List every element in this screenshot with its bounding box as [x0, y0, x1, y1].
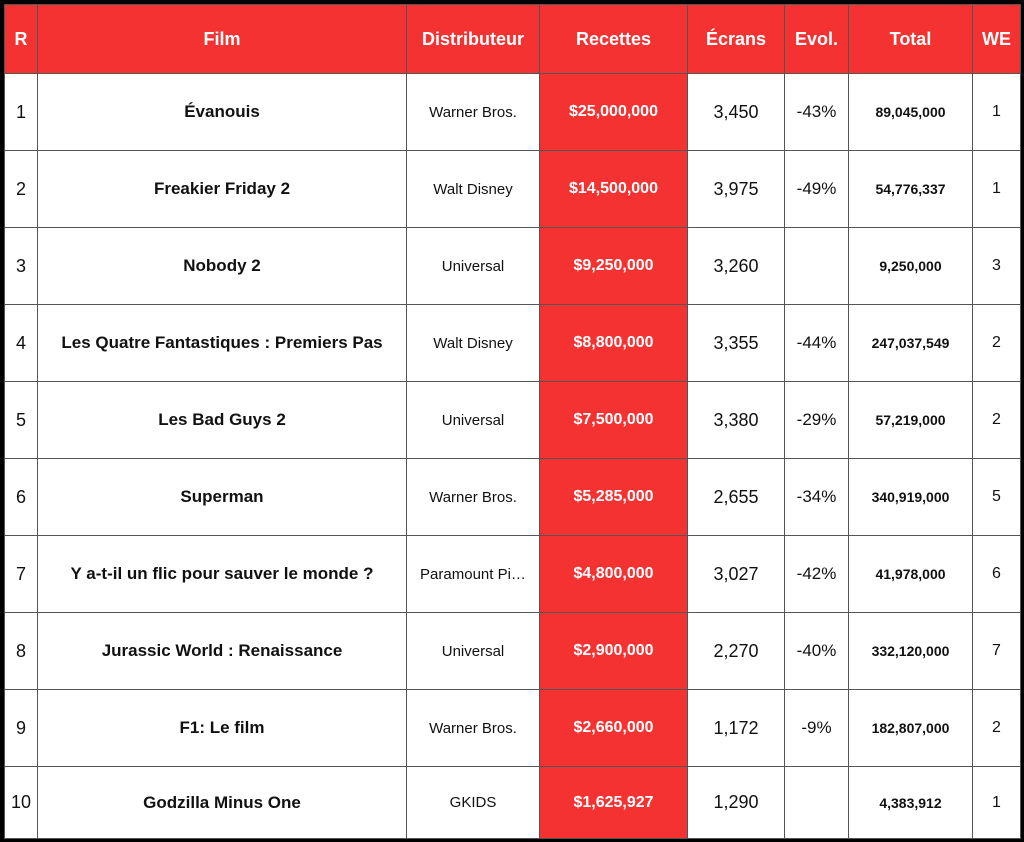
evolution-cell: -34% — [785, 459, 849, 536]
distributor-cell: Warner Bros. — [407, 74, 540, 151]
weekends-cell: 7 — [973, 613, 1021, 690]
table-row — [5, 305, 1021, 382]
screens-cell: 3,450 — [688, 74, 785, 151]
receipts-cell: $1,625,927 — [540, 767, 688, 839]
evolution-cell: -44% — [785, 305, 849, 382]
total-cell: 89,045,000 — [849, 74, 973, 151]
film-title-cell: Freakier Friday 2 — [38, 151, 407, 228]
weekends-cell: 1 — [973, 767, 1021, 839]
rank-cell: 4 — [5, 305, 38, 382]
evolution-cell: -43% — [785, 74, 849, 151]
rank-cell: 9 — [5, 690, 38, 767]
table-row — [5, 767, 1021, 839]
box-office-table — [4, 4, 1021, 839]
distributor-cell: Universal — [407, 228, 540, 305]
total-cell: 4,383,912 — [849, 767, 973, 839]
table-body — [5, 74, 1021, 839]
table-row — [5, 151, 1021, 228]
rank-cell: 7 — [5, 536, 38, 613]
receipts-cell: $9,250,000 — [540, 228, 688, 305]
screens-cell: 1,290 — [688, 767, 785, 839]
distributor-cell: Walt Disney — [407, 151, 540, 228]
header-row — [5, 5, 1021, 74]
film-title-cell: Les Quatre Fantastiques : Premiers Pas — [38, 305, 407, 382]
header-evol: Evol. — [785, 5, 849, 74]
rank-cell: 6 — [5, 459, 38, 536]
receipts-cell: $4,800,000 — [540, 536, 688, 613]
screens-cell: 3,260 — [688, 228, 785, 305]
table-row — [5, 74, 1021, 151]
film-title-cell: Les Bad Guys 2 — [38, 382, 407, 459]
weekends-cell: 1 — [973, 151, 1021, 228]
table-row — [5, 690, 1021, 767]
screens-cell: 2,270 — [688, 613, 785, 690]
rank-cell: 10 — [5, 767, 38, 839]
screens-cell: 3,027 — [688, 536, 785, 613]
evolution-cell: -9% — [785, 690, 849, 767]
weekends-cell: 5 — [973, 459, 1021, 536]
weekends-cell: 2 — [973, 690, 1021, 767]
total-cell: 247,037,549 — [849, 305, 973, 382]
film-title-cell: F1: Le film — [38, 690, 407, 767]
screens-cell: 1,172 — [688, 690, 785, 767]
distributor-cell: GKIDS — [407, 767, 540, 839]
receipts-cell: $7,500,000 — [540, 382, 688, 459]
film-title-cell: Jurassic World : Renaissance — [38, 613, 407, 690]
weekends-cell: 1 — [973, 74, 1021, 151]
total-cell: 9,250,000 — [849, 228, 973, 305]
evolution-cell: -42% — [785, 536, 849, 613]
receipts-cell: $25,000,000 — [540, 74, 688, 151]
weekends-cell: 6 — [973, 536, 1021, 613]
total-cell: 54,776,337 — [849, 151, 973, 228]
distributor-cell: Universal — [407, 613, 540, 690]
receipts-cell: $2,660,000 — [540, 690, 688, 767]
evolution-cell — [785, 767, 849, 839]
header-total: Total — [849, 5, 973, 74]
evolution-cell: -49% — [785, 151, 849, 228]
table-row — [5, 228, 1021, 305]
total-cell: 340,919,000 — [849, 459, 973, 536]
weekends-cell: 3 — [973, 228, 1021, 305]
rank-cell: 5 — [5, 382, 38, 459]
table-row — [5, 536, 1021, 613]
header-distributor: Distributeur — [407, 5, 540, 74]
distributor-cell: Paramount Pi… — [407, 536, 540, 613]
weekends-cell: 2 — [973, 382, 1021, 459]
distributor-cell: Warner Bros. — [407, 690, 540, 767]
screens-cell: 3,380 — [688, 382, 785, 459]
receipts-cell: $5,285,000 — [540, 459, 688, 536]
screens-cell: 2,655 — [688, 459, 785, 536]
header-screens: Écrans — [688, 5, 785, 74]
receipts-cell: $8,800,000 — [540, 305, 688, 382]
evolution-cell: -29% — [785, 382, 849, 459]
table-row — [5, 613, 1021, 690]
total-cell: 57,219,000 — [849, 382, 973, 459]
total-cell: 41,978,000 — [849, 536, 973, 613]
film-title-cell: Évanouis — [38, 74, 407, 151]
evolution-cell — [785, 228, 849, 305]
film-title-cell: Godzilla Minus One — [38, 767, 407, 839]
weekends-cell: 2 — [973, 305, 1021, 382]
screens-cell: 3,355 — [688, 305, 785, 382]
header-weekends: WE — [973, 5, 1021, 74]
screens-cell: 3,975 — [688, 151, 785, 228]
receipts-cell: $14,500,000 — [540, 151, 688, 228]
film-title-cell: Nobody 2 — [38, 228, 407, 305]
rank-cell: 8 — [5, 613, 38, 690]
distributor-cell: Universal — [407, 382, 540, 459]
rank-cell: 3 — [5, 228, 38, 305]
distributor-cell: Warner Bros. — [407, 459, 540, 536]
total-cell: 182,807,000 — [849, 690, 973, 767]
rank-cell: 2 — [5, 151, 38, 228]
total-cell: 332,120,000 — [849, 613, 973, 690]
table-row — [5, 459, 1021, 536]
header-film: Film — [38, 5, 407, 74]
film-title-cell: Y a-t-il un flic pour sauver le monde ? — [38, 536, 407, 613]
film-title-cell: Superman — [38, 459, 407, 536]
header-rank: R — [5, 5, 38, 74]
receipts-cell: $2,900,000 — [540, 613, 688, 690]
table-row — [5, 382, 1021, 459]
header-receipts: Recettes — [540, 5, 688, 74]
box-office-table-frame — [4, 4, 1020, 838]
evolution-cell: -40% — [785, 613, 849, 690]
rank-cell: 1 — [5, 74, 38, 151]
distributor-cell: Walt Disney — [407, 305, 540, 382]
